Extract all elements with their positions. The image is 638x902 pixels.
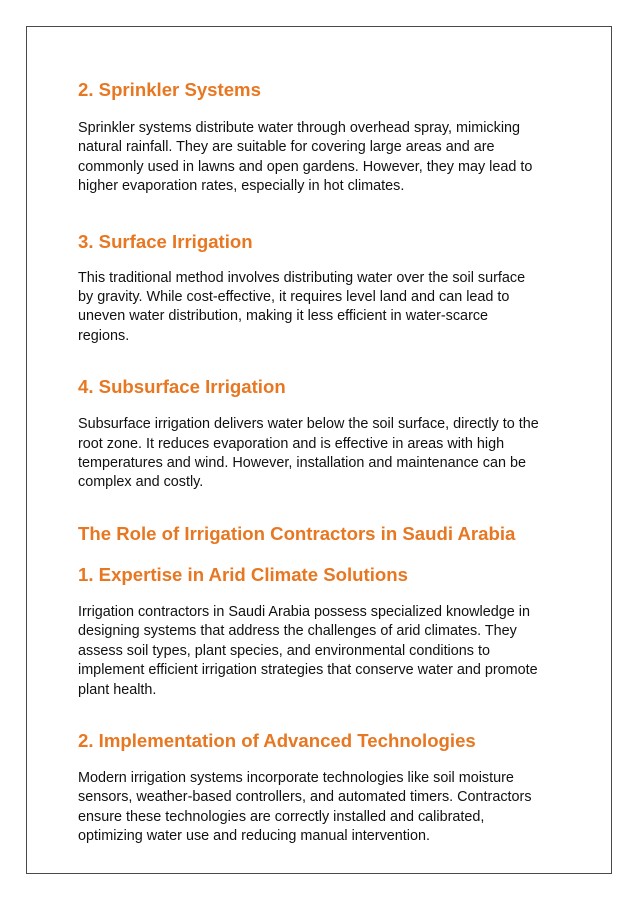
text-line: complex and costly.	[78, 474, 204, 491]
text-line: by gravity. While cost-effective, it requires level land and can lead to	[78, 289, 510, 306]
text-line: ensure these technologies are correctly installed and calibrated,	[78, 808, 485, 825]
paragraph-advanced-technologies	[78, 769, 568, 847]
heading-subsurface-irrigation: 4. Subsurface Irrigation	[78, 376, 286, 398]
text-line: Sprinkler systems distribute water through overhead spray, mimicking	[78, 120, 521, 136]
text-line: uneven water distribution, making it less efficient in water-scarce	[78, 308, 489, 325]
text-line: natural rainfall. They are suitable for covering large areas and are	[78, 139, 495, 156]
paragraph-sprinkler-systems	[78, 119, 568, 197]
heading-advanced-technologies: 2. Implementation of Advanced Technologies	[78, 729, 476, 751]
paragraph-subsurface-irrigation	[78, 415, 568, 493]
text-line: temperatures and wind. However, installation and maintenance can be	[78, 455, 526, 472]
text-line: plant health.	[78, 681, 157, 698]
paragraph-expertise-arid-climate	[78, 603, 568, 700]
text-line: designing systems that address the challenges of arid climates. They	[78, 623, 517, 640]
text-line: Subsurface irrigation delivers water below the soil surface, directly to the	[78, 416, 539, 433]
heading-expertise-arid-climate: 1. Expertise in Arid Climate Solutions	[78, 563, 408, 585]
document-body	[78, 79, 568, 847]
text-line: assess soil types, plant species, and environmental conditions to	[78, 642, 490, 659]
heading-surface-irrigation: 3. Surface Irrigation	[78, 230, 253, 252]
text-line: This traditional method involves distributing water over the soil surface	[78, 269, 526, 286]
text-line: higher evaporation rates, especially in hot climates.	[78, 178, 405, 195]
text-line: Irrigation contractors in Saudi Arabia possess specialized knowledge in	[78, 603, 530, 620]
heading-sprinkler-systems: 2. Sprinkler Systems	[78, 79, 261, 100]
text-line: optimizing water use and reducing manual intervention.	[78, 828, 430, 845]
heading-role-of-irrigation-contractors: The Role of Irrigation Contractors in Saudi Arabia	[78, 522, 516, 544]
text-line: root zone. It reduces evaporation and is effective in areas with high	[78, 435, 505, 452]
text-line: sensors, weather-based controllers, and automated timers. Contractors	[78, 789, 532, 806]
paragraph-surface-irrigation	[78, 269, 568, 347]
text-line: commonly used in lawns and open gardens. However, they may lead to	[78, 158, 533, 175]
text-line: regions.	[78, 327, 130, 344]
text-line: implement efficient irrigation strategies that conserve water and promote	[78, 662, 538, 679]
text-line: Modern irrigation systems incorporate technologies like soil moisture	[78, 769, 514, 786]
